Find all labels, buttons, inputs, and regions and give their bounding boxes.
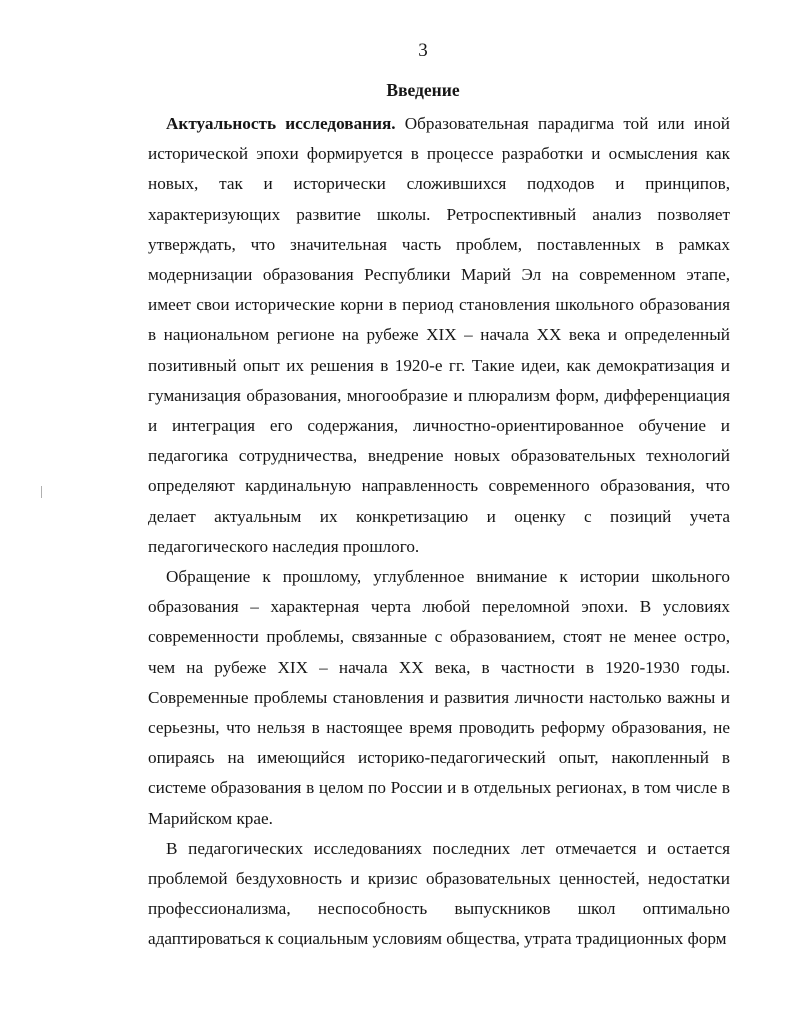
paragraph-problems	[148, 834, 730, 955]
paragraph-text: Обращение к прошлому, углубленное внимание к истории школьного образования – характерная черта любой переломной эпохи. В условиях современности проблемы, связанные с образованием, стоят не менее остро, чем на рубеже XIX – начала XX века, в частности в 1920-1930 годы. Современные проблемы становления и развития личности настолько важны и серьезны, что нельзя в настоящее время проводить реформу образования, не опираясь на имеющийся историко-педагогический опыт, накопленный в системе образования в целом по России и в отдельных регионах, в том числе в Марийском крае.	[148, 567, 730, 828]
section-heading: Введение	[386, 80, 460, 100]
paragraph-lead: Актуальность исследования.	[166, 114, 396, 133]
paragraph-history	[148, 562, 730, 834]
page-number: 3	[418, 40, 428, 61]
paragraph-relevance	[148, 109, 730, 562]
paragraph-text: В педагогических исследованиях последних лет отмечается и остается проблемой бездуховность и кризис образовательных ценностей, недостатки профессионализма, неспособность выпускников школ оптимально адаптироваться к социальным условиям общества, утрата традиционных форм	[148, 838, 730, 949]
paragraph-text: Образовательная парадигма той или иной исторической эпохи формируется в процессе разработки и осмысления как новых, так и исторически сложившихся подходов и принципов, характеризующих развитие школы. Ретроспективный анализ позволяет утверждать, что значительная часть проблем, поставленных в рамках модернизации образования Республики Марий Эл на современном этапе, имеет свои исторические корни в период становления школьного образования в национальном регионе на рубеже XIX – начала XX века и определенный позитивный опыт их решения в 1920-е гг. Такие идеи, как демократизация и гуманизация образования, многообразие и плюрализм форм, дифференциация и интеграция его содержания, личностно-ориентированное обучение и педагогика сотрудничества, внедрение новых образовательных технологий определяют кардинальную направленность современного образования, что делает актуальным их конкретизацию и оценку с позиций учета педагогического наследия прошлого.	[148, 114, 731, 556]
body-text	[148, 109, 730, 955]
scan-artifact	[41, 486, 42, 498]
